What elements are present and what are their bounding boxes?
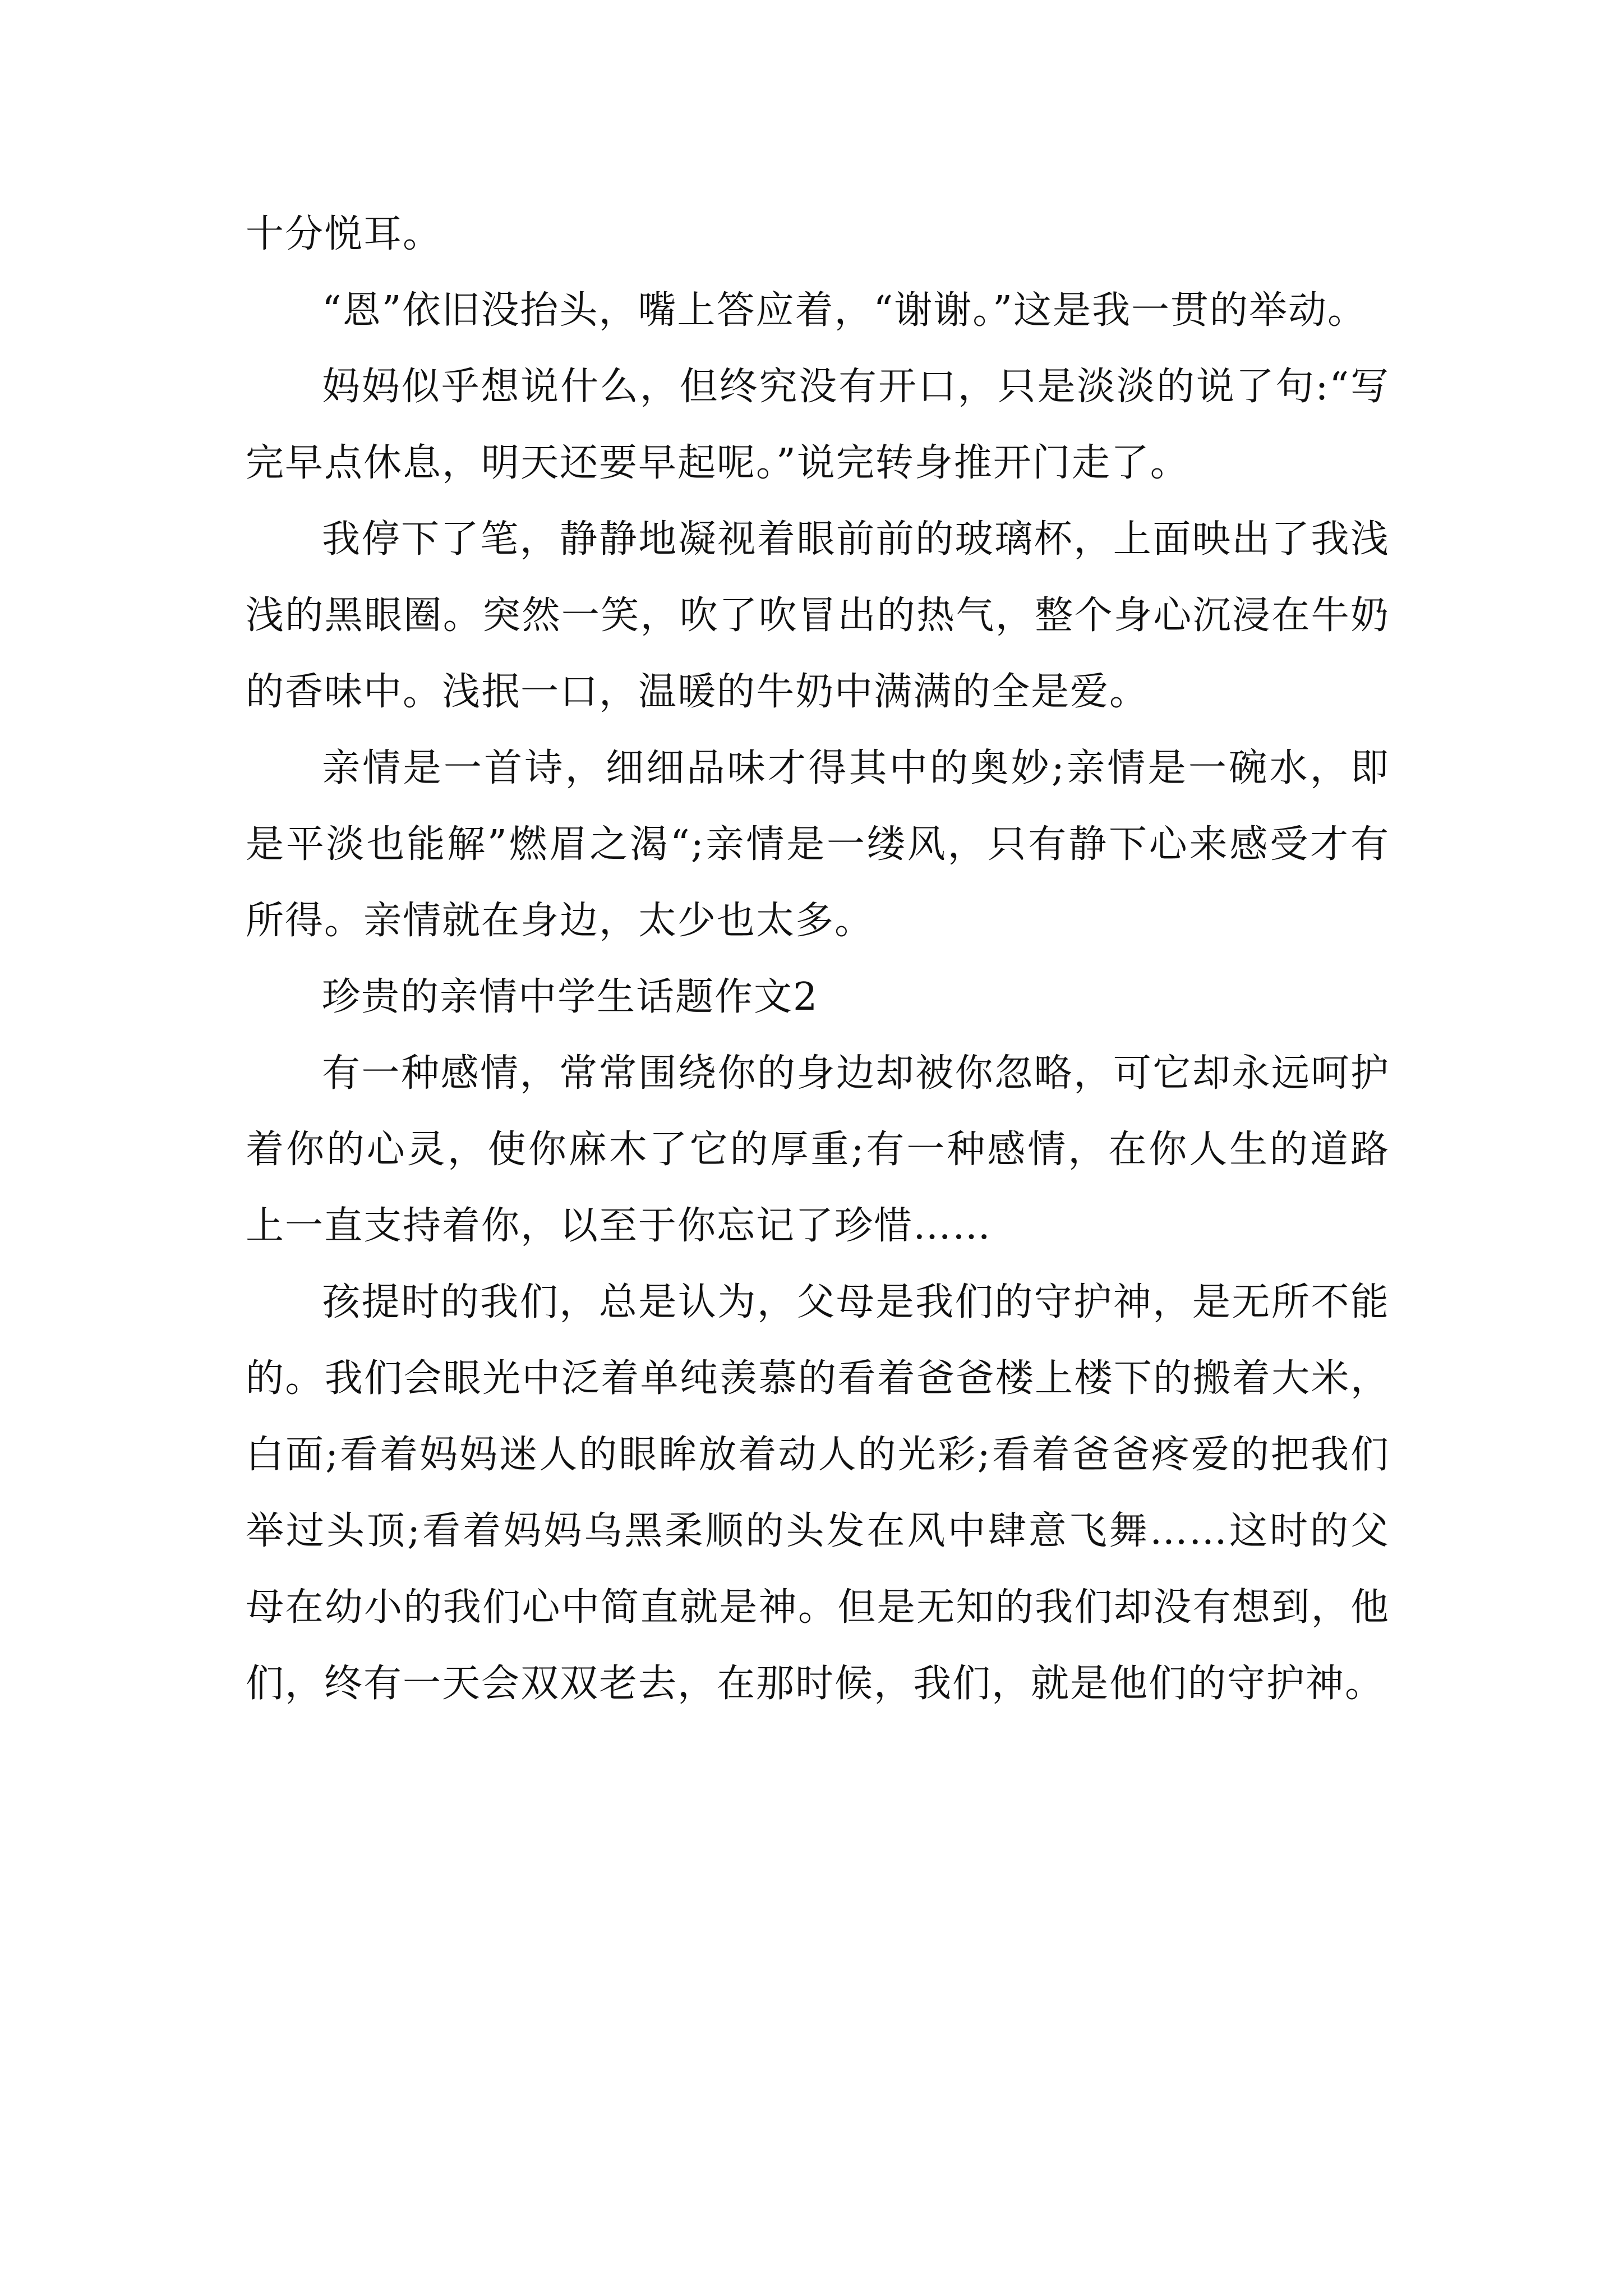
- paragraph-4: 我停下了笔，静静地凝视着眼前前的玻璃杯，上面映出了我浅浅的黑眼圈。突然一笑，吹了吹冒出的热气，整个身心沉浸在牛奶的香味中。浅抿一口，温暖的牛奶中满满的全是爱。: [246, 517, 1390, 714]
- document-body: [246, 196, 1390, 1722]
- paragraph-6: 有一种感情，常常围绕你的身边却被你忽略，可它却永远呵护着你的心灵，使你麻木了它的厚重;有一种感情，在你人生的道路上一直支持着你，以至于你忘记了珍惜……: [246, 1051, 1390, 1248]
- paragraph-2: “恩”依旧没抬头，嘴上答应着，“谢谢。”这是我一贯的举动。: [322, 288, 1367, 333]
- paragraph-7: 孩提时的我们，总是认为，父母是我们的守护神，是无所不能的。我们会眼光中泛着单纯羡慕的看着爸爸楼上楼下的搬着大米，白面;看着妈妈迷人的眼眸放着动人的光彩;看着爸爸疼爱的把我们举过头顶;看着妈妈乌黑柔顺的头发在风中肆意飞舞……这时的父母在幼小的我们心中简直就是神。但是无知的我们却没有想到，他们，终有一天会双双老去，在那时候，我们，就是他们的守护神。: [246, 1280, 1390, 1706]
- paragraph-1: 十分悦耳。: [246, 212, 442, 256]
- paragraph-5: 亲情是一首诗，细细品味才得其中的奥妙;亲情是一碗水，即是平淡也能解”燃眉之渴“;亲情是一缕风，只有静下心来感受才有所得。亲情就在身边，太少也太多。: [246, 746, 1390, 943]
- paragraph-3: 妈妈似乎想说什么，但终究没有开口，只是淡淡的说了句:“写完早点休息，明天还要早起呢。”说完转身推开门走了。: [246, 365, 1390, 485]
- essay-heading: 珍贵的亲情中学生话题作文2: [322, 975, 819, 1019]
